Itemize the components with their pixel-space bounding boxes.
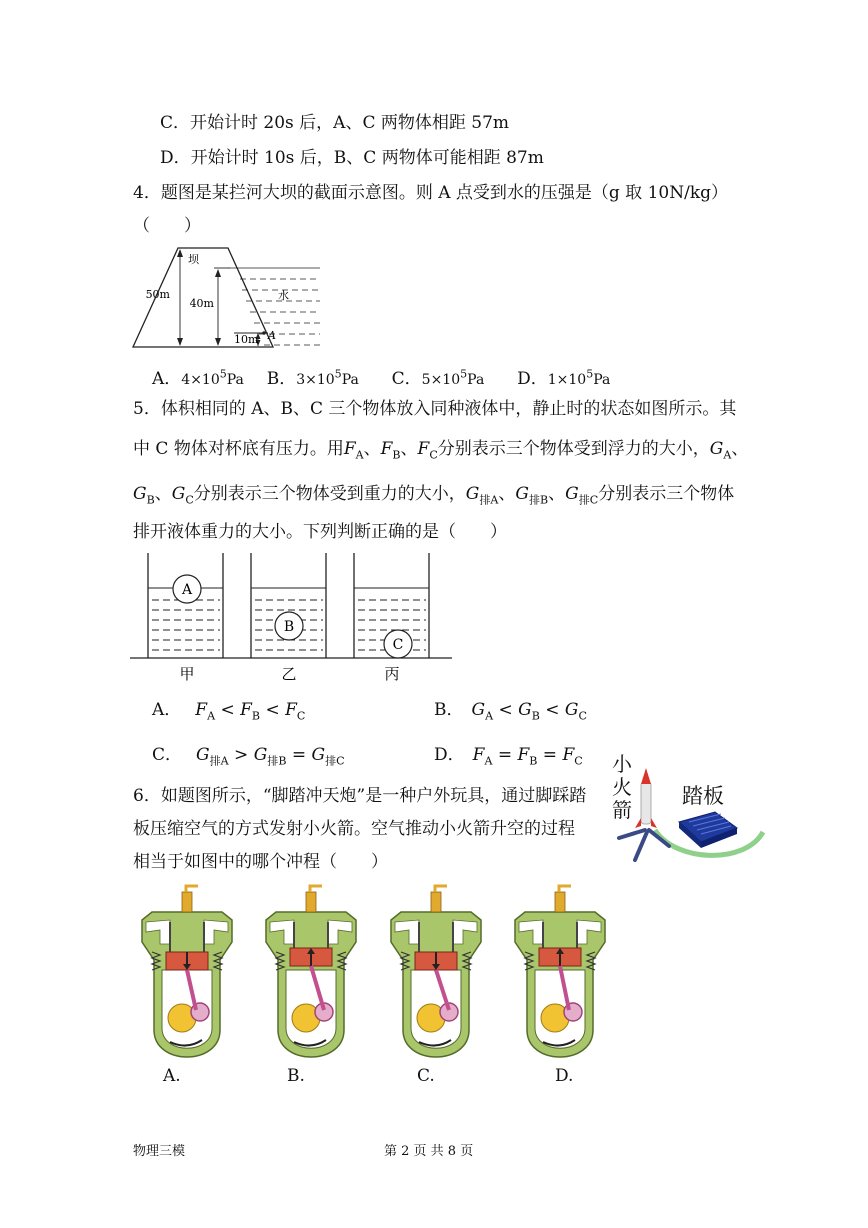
cup-bing [354, 553, 429, 658]
cup-jia [148, 553, 223, 658]
point-a-label: A [268, 329, 276, 342]
footer-left: 物理三模 [133, 1144, 186, 1159]
q4-option-a: A．$4\times 10^5Pa$ [152, 367, 244, 389]
engine-label-b: B. [287, 1066, 305, 1086]
page-number: 第 2 页 共 8 页 [384, 1144, 474, 1159]
q4-options [152, 363, 610, 391]
dam-label: 坝 [188, 253, 199, 266]
cup-label-yi: 乙 [281, 665, 297, 683]
q3-option-d: D．开始计时 10s 后，B、C 两物体可能相距 87m [160, 148, 544, 168]
engine-label-d: D. [555, 1066, 574, 1086]
engine-d [515, 886, 605, 1057]
water-label: 水 [278, 289, 289, 302]
q5-option-b: B． $G_A < G_B < G_C$ [434, 700, 587, 723]
cup-label-bing: 丙 [384, 665, 400, 683]
q3-option-c: C．开始计时 20s 后，A、C 两物体相距 57m [160, 113, 510, 133]
svg-text:C: C [392, 637, 404, 653]
rocket-toy-image [605, 760, 775, 870]
q4-stem: 4．题图是某拦河大坝的截面示意图。则 A 点受到水的压强是（g 取 10N/kg） [133, 183, 729, 203]
q5-line-4: 排开液体重力的大小。下列判断正确的是（ ） [133, 522, 507, 542]
q6-line-3: 相当于如图中的哪个冲程（ ） [133, 852, 388, 872]
q4-option-d: D．$1\times 10^5Pa$ [517, 367, 611, 389]
q4-option-c: C．$5\times 10^5Pa$ [391, 367, 485, 389]
svg-text:A: A [181, 582, 193, 598]
engine-a [142, 886, 232, 1057]
q5-option-a: A． $F_A < F_B < F_C$ [152, 700, 306, 723]
rocket-label: 小 火 箭 [612, 752, 632, 822]
point-a-marker [262, 331, 266, 335]
dam-diagram [130, 245, 330, 355]
cups-diagram [130, 548, 460, 688]
cup-yi [251, 553, 326, 658]
rocket-icon [635, 768, 657, 828]
q5-line-2: 中 C 物体对杯底有压力。用$F_A$、$F_B$、$F_C$分别表示三个物体受到浮力的大小，$G_A$、 [133, 439, 749, 462]
height-40m-label: 40m [189, 297, 214, 310]
pedal-icon [679, 812, 737, 848]
q4-option-b: B．$3\times 10^5Pa$ [266, 367, 359, 389]
engine-b [266, 886, 356, 1057]
q4-answer-paren: （ ） [133, 216, 201, 236]
q6-line-1: 6．如题图所示，“脚踏冲天炮”是一种户外玩具，通过脚踩踏 [133, 786, 587, 806]
height-10m-label: 10m [234, 333, 259, 346]
q5-line-3: $G_B$、$G_C$分别表示三个物体受到重力的大小，$G_{排A}$、$G_{排B}$、$G_{排C}$分别表示三个物体 [133, 484, 735, 507]
height-50m-label: 50m [145, 288, 170, 301]
engine-c [391, 886, 481, 1057]
engine-diagrams [130, 880, 610, 1080]
q5-option-c: C． $G_{排A} > G_{排B} = G_{排C}$ [152, 745, 345, 768]
cup-label-jia: 甲 [179, 665, 195, 683]
q6-line-2: 板压缩空气的方式发射小火箭。空气推动小火箭升空的过程 [133, 819, 575, 839]
engine-label-c: C. [417, 1066, 435, 1086]
q5-line-1: 5．体积相同的 A、B、C 三个物体放入同种液体中，静止时的状态如图所示。其 [133, 399, 737, 419]
pedal-label: 踏板 [682, 784, 724, 808]
engine-label-a: A. [163, 1066, 181, 1086]
svg-text:B: B [283, 619, 295, 635]
q5-option-d: D． $F_A = F_B = F_C$ [434, 745, 583, 768]
